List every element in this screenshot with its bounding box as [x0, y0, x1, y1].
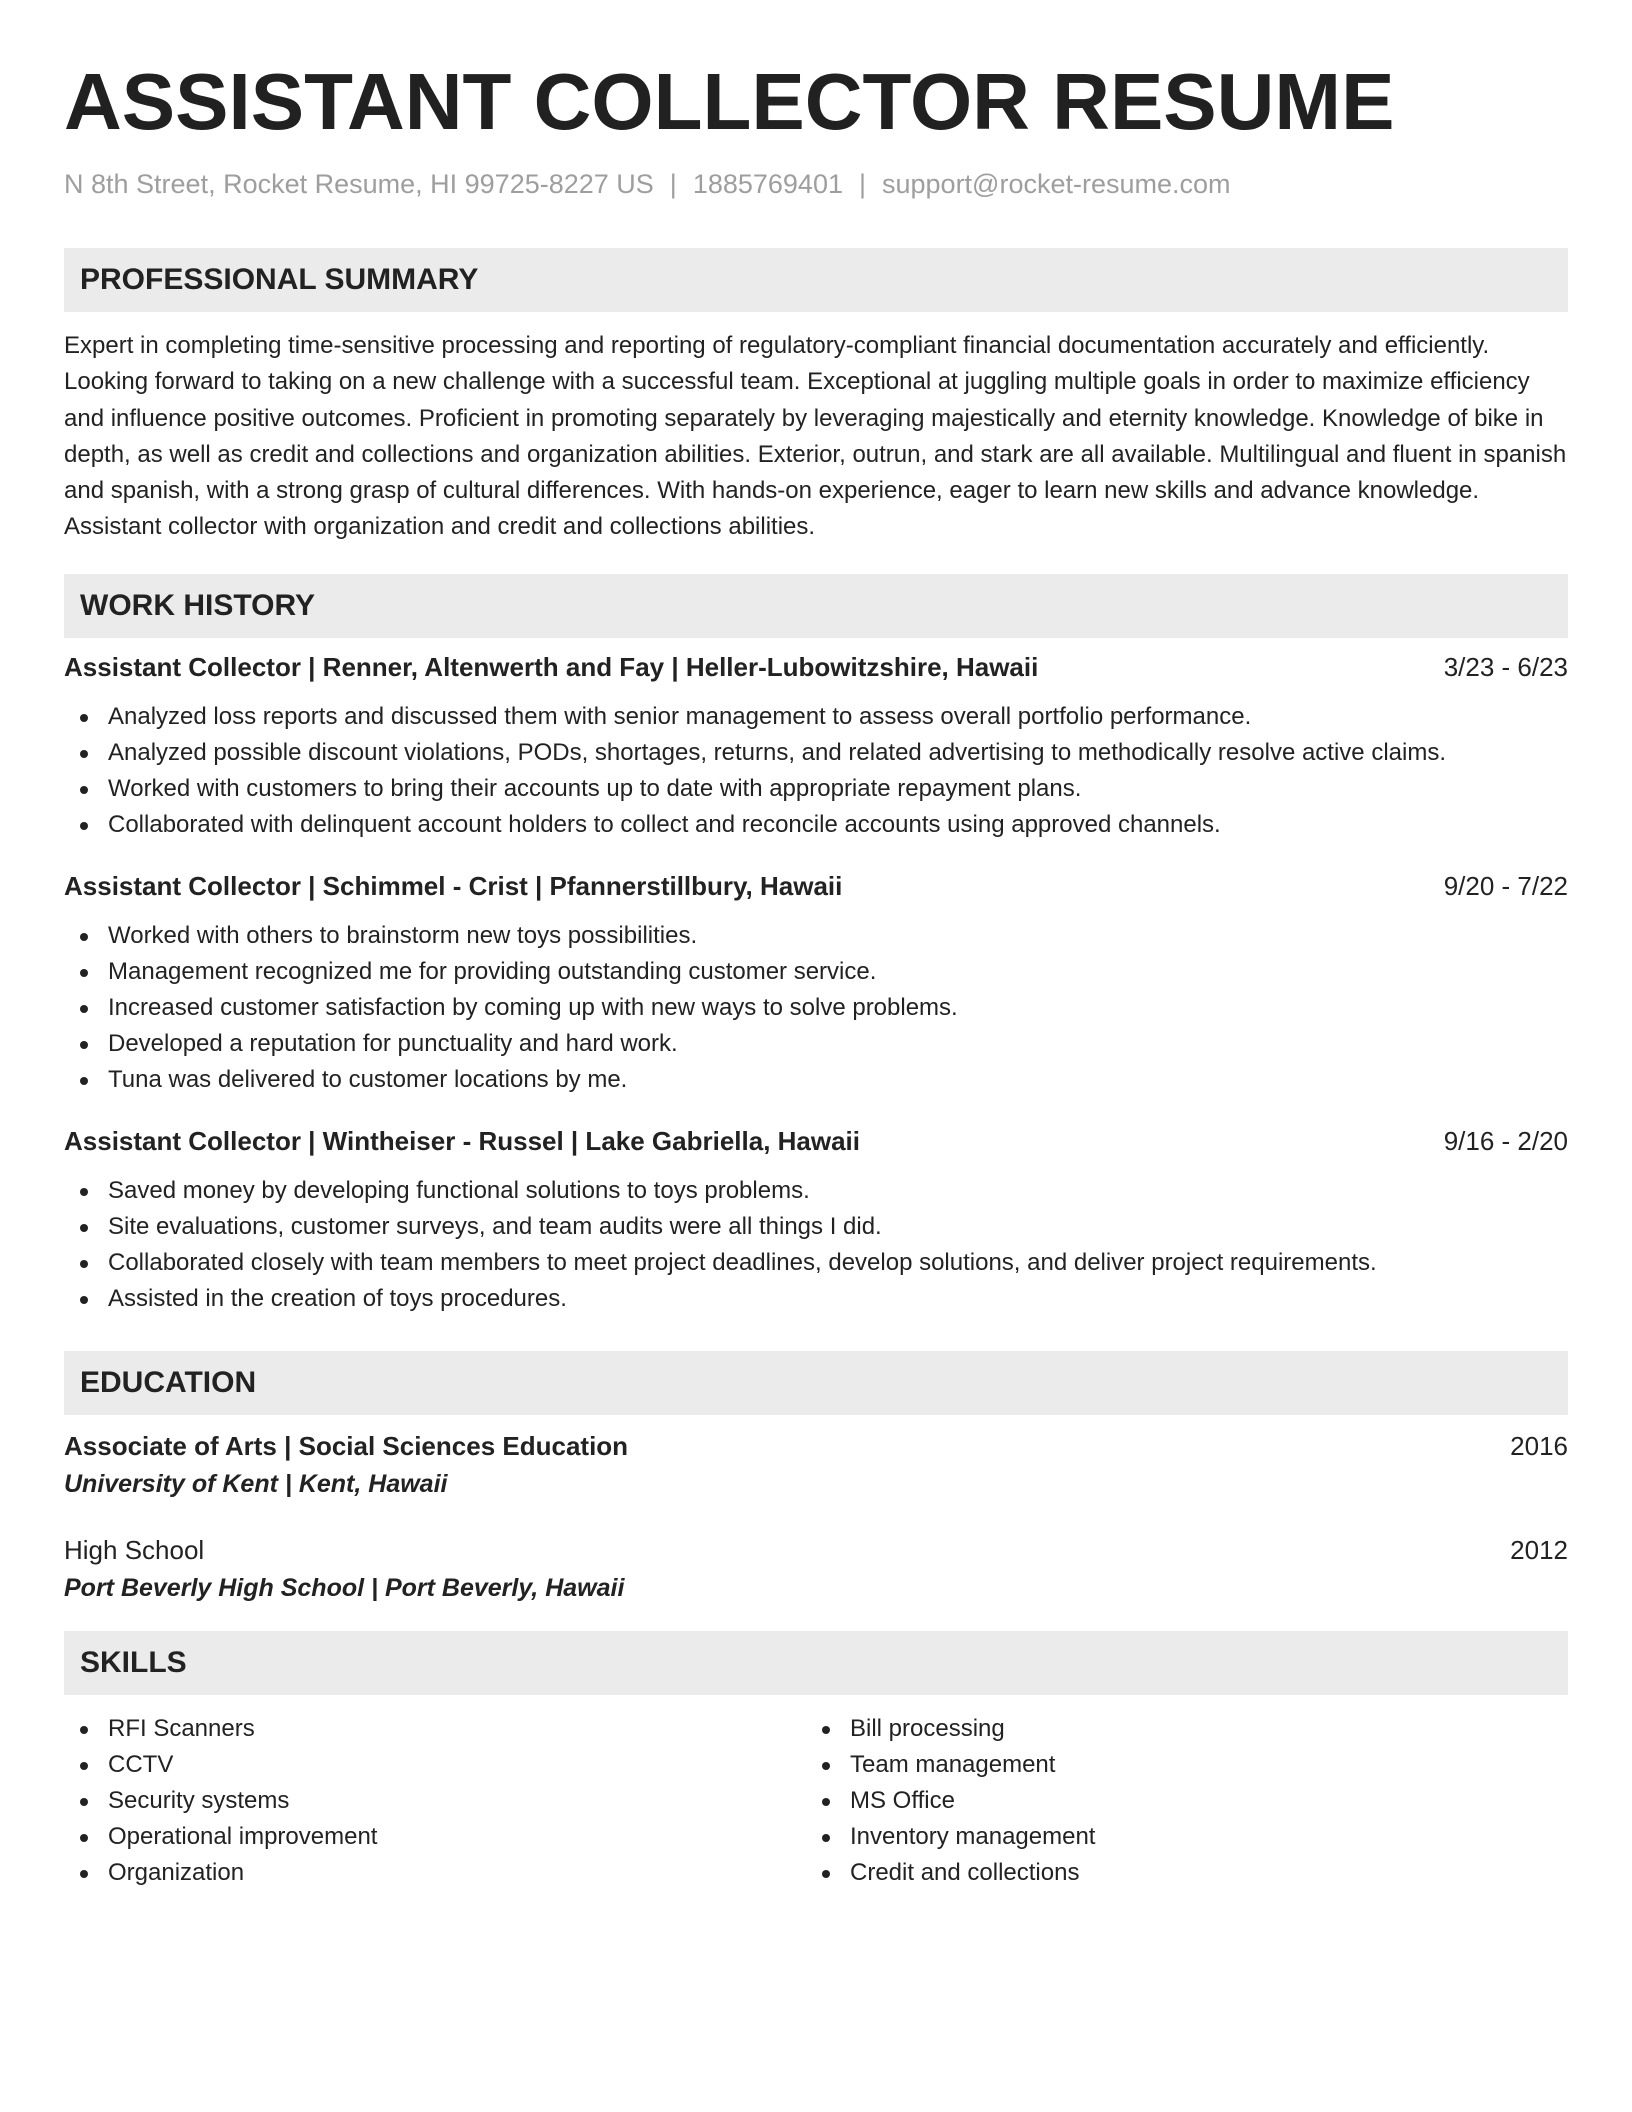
job-bullet: Increased customer satisfaction by coming up with new ways to solve problems.	[64, 990, 1568, 1026]
school-name: University of Kent | Kent, Hawaii	[64, 1469, 448, 1498]
graduation-year: 2016	[1510, 1430, 1568, 1461]
skills-list	[64, 1711, 1568, 1891]
education-entry	[64, 1431, 1568, 1499]
job-title: Assistant Collector | Schimmel - Crist | Pfannerstillbury, Hawaii	[64, 870, 843, 901]
job-header	[64, 1126, 1568, 1157]
email-link[interactable]: support@rocket-resume.com	[882, 169, 1231, 199]
skill-item: Security systems	[64, 1783, 806, 1819]
job-bullet: Saved money by developing functional solutions to toys problems.	[64, 1173, 1568, 1209]
job-entry	[64, 871, 1568, 1098]
job-header	[64, 871, 1568, 902]
skill-item: Credit and collections	[806, 1855, 1548, 1891]
graduation-year: 2012	[1510, 1534, 1568, 1565]
job-entry	[64, 652, 1568, 843]
degree: High School	[64, 1534, 205, 1565]
education-header	[64, 1431, 1568, 1462]
skill-item: Organization	[64, 1855, 806, 1891]
job-dates: 9/20 - 7/22	[1443, 870, 1568, 901]
skill-item: Operational improvement	[64, 1819, 806, 1855]
skill-item: MS Office	[806, 1783, 1548, 1819]
skills-column-left	[64, 1711, 806, 1891]
school-name: Port Beverly High School | Port Beverly, Hawaii	[64, 1573, 625, 1602]
job-bullet: Worked with others to brainstorm new toys possibilities.	[64, 918, 1568, 954]
job-title: Assistant Collector | Renner, Altenwerth and Fay | Heller-Lubowitzshire, Hawaii	[64, 651, 1039, 682]
section-header-summary: PROFESSIONAL SUMMARY	[64, 248, 1568, 312]
job-dates: 9/16 - 2/20	[1443, 1125, 1568, 1156]
job-bullet: Analyzed possible discount violations, PODs, shortages, returns, and related advertising to methodically resolve active claims.	[64, 735, 1568, 771]
skill-item: RFI Scanners	[64, 1711, 806, 1747]
section-header-skills: SKILLS	[64, 1631, 1568, 1695]
phone: 1885769401	[692, 169, 843, 199]
skill-item: Team management	[806, 1747, 1548, 1783]
job-header	[64, 652, 1568, 683]
skill-item: Bill processing	[806, 1711, 1548, 1747]
job-bullets	[64, 699, 1568, 843]
job-bullet: Management recognized me for providing outstanding customer service.	[64, 954, 1568, 990]
job-bullet: Collaborated closely with team members to meet project deadlines, develop solutions, and deliver project requirements.	[64, 1245, 1568, 1281]
job-bullet: Assisted in the creation of toys procedures.	[64, 1281, 1568, 1317]
resume-title: ASSISTANT COLLECTOR RESUME	[64, 57, 1395, 146]
job-dates: 3/23 - 6/23	[1443, 651, 1568, 682]
job-entry	[64, 1126, 1568, 1317]
job-bullets	[64, 1173, 1568, 1317]
skill-item: CCTV	[64, 1747, 806, 1783]
job-title: Assistant Collector | Wintheiser - Russel | Lake Gabriella, Hawaii	[64, 1125, 861, 1156]
section-header-work-history: WORK HISTORY	[64, 574, 1568, 638]
contact-line	[64, 166, 1568, 202]
degree: Associate of Arts | Social Sciences Education	[64, 1430, 629, 1461]
job-bullets	[64, 918, 1568, 1098]
section-header-education: EDUCATION	[64, 1351, 1568, 1415]
contact-separator: |	[669, 169, 677, 199]
address: N 8th Street, Rocket Resume, HI 99725-8227 US	[64, 169, 654, 199]
job-bullet: Site evaluations, customer surveys, and team audits were all things I did.	[64, 1209, 1568, 1245]
job-bullet: Tuna was delivered to customer locations by me.	[64, 1062, 1568, 1098]
skill-item: Inventory management	[806, 1819, 1548, 1855]
job-bullet: Collaborated with delinquent account holders to collect and reconcile accounts using approved channels.	[64, 807, 1568, 843]
education-header	[64, 1535, 1568, 1566]
job-bullet: Developed a reputation for punctuality and hard work.	[64, 1026, 1568, 1062]
contact-separator: |	[858, 169, 866, 199]
skills-column-right	[806, 1711, 1548, 1891]
job-bullet: Worked with customers to bring their accounts up to date with appropriate repayment plans.	[64, 771, 1568, 807]
education-entry	[64, 1535, 1568, 1603]
summary-text: Expert in completing time-sensitive processing and reporting of regulatory-compliant financial documentation accurately and efficiently. Looking forward to taking on a new challenge with a successful team. Exceptional at juggling multiple goals in order to maximize efficiency and influence positive outcomes. Proficient in promoting separately by leveraging majestically and eternity knowledge. Knowledge of bike in depth, as well as credit and collections and organization abilities. Exterior, outrun, and stark are all available. Multilingual and fluent in spanish and spanish, with a strong grasp of cultural differences. With hands-on experience, eager to learn new skills and advance knowledge. Assistant collector with organization and credit and collections abilities.	[64, 332, 1567, 541]
job-bullet: Analyzed loss reports and discussed them with senior management to assess overall portfolio performance.	[64, 699, 1568, 735]
resume-page	[64, 0, 1568, 1891]
